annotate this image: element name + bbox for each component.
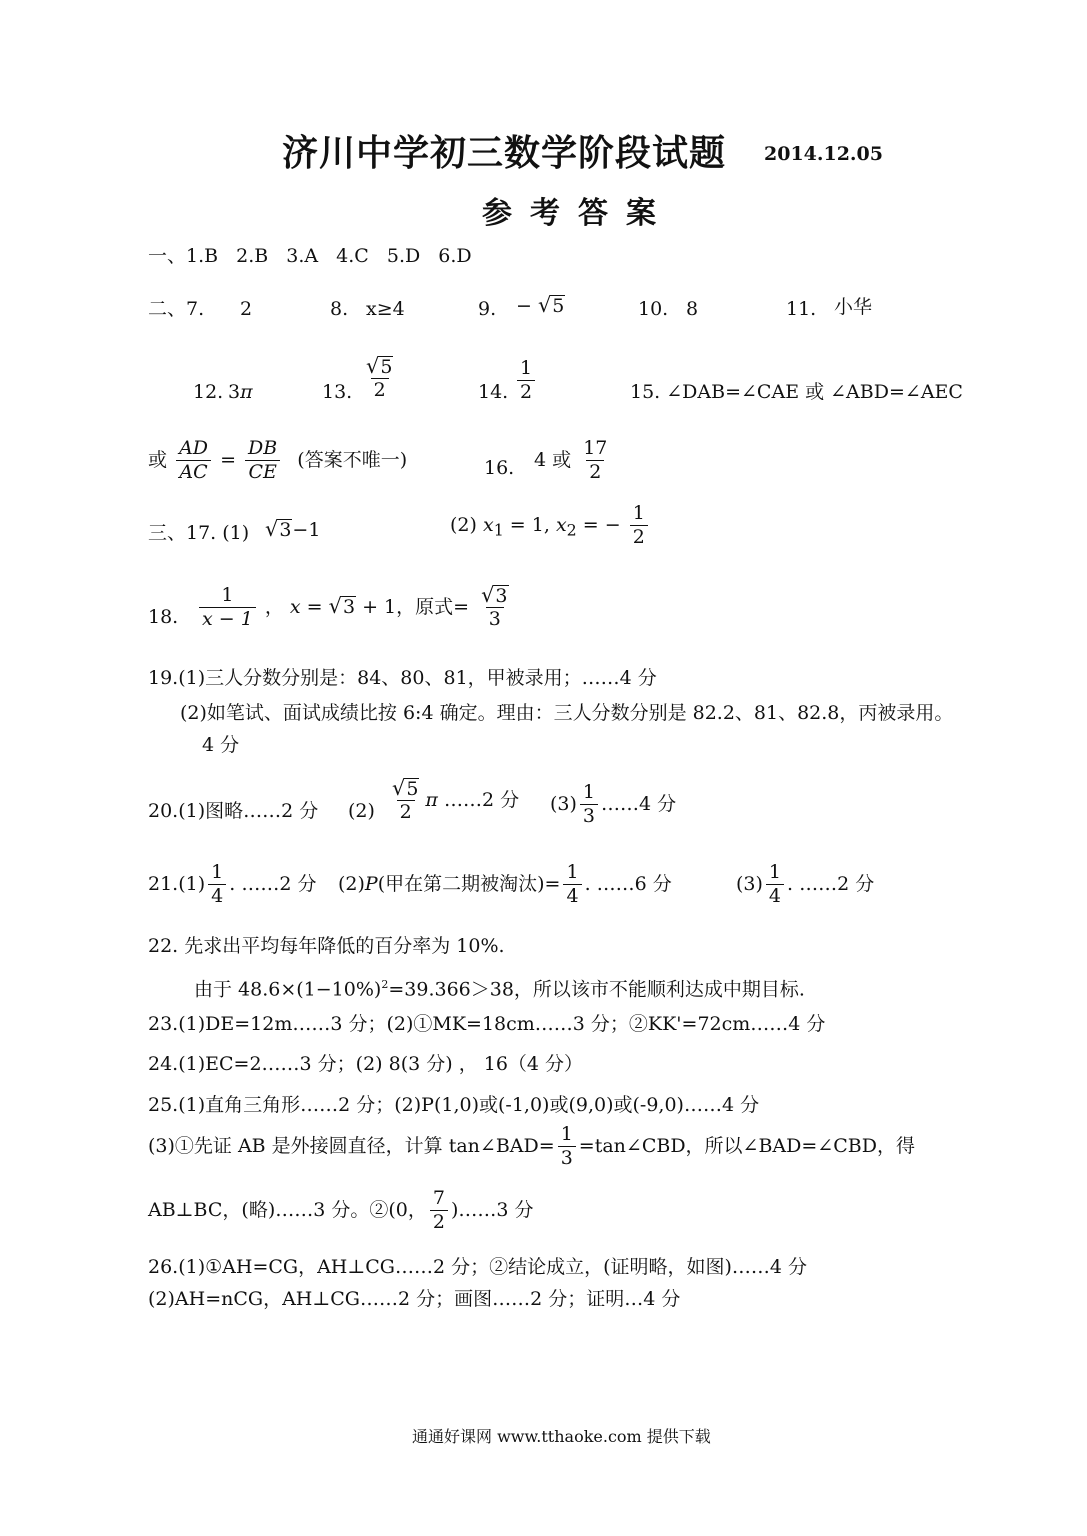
q18-comma: ， [264,595,284,618]
q18-plus: + 1，原式= [356,595,470,618]
q25-line-3a: AB⊥BC，(略)……3 分。②(0， [148,1198,427,1221]
q21-part-2-numerator: 1 [566,861,579,883]
q18-result-numerator [478,585,511,607]
q9-answer [516,293,565,319]
q15-note: (答案不唯一) [297,448,408,471]
sqrt-sign-icon: √ [328,593,342,618]
q21-part-3 [736,862,874,908]
q17-2-fraction [630,503,648,549]
q21-part-1-label: 21.(1) [148,872,206,895]
q21-part-2-denominator: 4 [563,884,581,908]
q25-fraction [558,1124,576,1170]
sec2-prefix: 二、7. [148,298,205,320]
q25-line-3-numerator: 7 [432,1187,445,1209]
sqrt-sign-icon: √ [481,583,495,607]
q12-answer [228,379,253,405]
q15-f1-denominator: AC [176,460,210,484]
q20-part-3-fraction [580,782,598,828]
q20-radicand: 5 [406,778,419,800]
q21-part-3-fraction [766,862,784,908]
q15-f2-denominator: CE [245,460,279,484]
sqrt-sign-icon: √ [265,517,279,541]
q21-part-2-text: (甲在第二期被淘汰)= [377,872,561,895]
sqrt-sign-icon: √ [392,776,406,800]
q22-line-1: 22. 先求出平均每年降低的百分率为 10%. [148,935,505,957]
q20-part-2-tail: ……2 分 [443,788,520,811]
q17-1-radicand: 3 [279,519,292,541]
q21-part-2-label: (2) [338,872,365,895]
q18-answer [196,585,515,631]
q8-answer: x≥4 [366,298,405,320]
q18-fraction [199,585,256,631]
q9-number: 9. [478,298,497,320]
q24-answer: 24.(1)EC=2……3 分；(2) 8(3 分) ， 16（4 分） [148,1053,584,1075]
q15-equals: = [220,448,236,471]
q19-line-1: 19.(1)三人分数分别是：84、80、81，甲被录用；……4 分 [148,667,657,689]
q23-answer: 23.(1)DE=12m……3 分；(2)①MK=18cm……3 分；②KK'=72cm……4 分 [148,1013,826,1035]
q21-part-3-label: (3) [736,872,763,895]
q17-2-sub1: 1 [493,520,504,540]
q13-fraction [363,356,396,402]
q20-part-3-label: (3) [550,792,577,815]
q13-radicand: 5 [380,356,393,378]
q18-number: 18. [148,606,179,628]
q20-pi: π [425,788,438,811]
q25-line-2 [148,1124,915,1170]
sec3-prefix: 三、17. (1) [148,522,250,544]
q25-line-3-fraction [430,1188,448,1234]
q20-denominator: 2 [397,800,415,824]
q21-part-1 [148,862,316,908]
q20-part-2-label: (2) [348,800,375,822]
q21-part-3-numerator: 1 [768,861,782,883]
q15-answer: 15. ∠DAB=∠CAE 或 ∠ABD=∠AEC [630,381,963,403]
q10-number: 10. [638,298,669,320]
q18-result-fraction [478,585,511,631]
q13-number: 13. [322,381,353,403]
q17-2-answer [450,503,651,549]
q15-fraction-1 [176,438,211,484]
exam-date: 2014.12.05 [764,143,883,165]
q15-alt-answer [148,438,407,484]
q22-line-2b: =39.366＞38，所以该市不能顺利达成中期目标. [388,978,805,1001]
q25-numerator: 1 [560,1123,573,1145]
q14-number: 14. [478,381,509,403]
q21-part-2-p: P [364,872,378,895]
q8-number: 8. [330,298,349,320]
q21-part-2 [338,862,672,908]
q17-2-prefix: (2) [450,513,477,536]
page-title: 济川中学初三数学阶段试题 [282,132,727,174]
q17-1-rest: −1 [292,519,321,541]
q14-answer [514,358,538,404]
q16-prefix: 4 或 [534,448,572,471]
q25-line-3-denominator: 2 [430,1210,448,1234]
q9-sqrt [538,295,565,317]
q20-part-3-denominator: 3 [580,804,598,828]
q13-numerator [363,356,396,378]
q18-numerator: 1 [221,584,234,607]
q18-sqrt [328,593,356,618]
q14-fraction [517,358,535,404]
q16-number: 16. [484,457,515,479]
q17-2-denominator: 2 [630,525,648,549]
q26-line-1: 26.(1)①AH=CG，AH⊥CG……2 分；②结论成立，(证明略，如图)……4 分 [148,1256,808,1278]
q12-pi: π [240,381,253,403]
q21-part-3-denominator: 4 [766,884,784,908]
q16-fraction [580,438,610,484]
q22-superscript: 2 [381,978,389,991]
q14-denominator: 2 [517,380,535,404]
q18-result-denominator: 3 [486,607,504,631]
q16-denominator: 2 [586,460,604,484]
q17-2-eq: = − [576,513,621,536]
q21-part-1-denominator: 4 [208,884,226,908]
q25-line-3b: )……3 分 [450,1198,534,1221]
page-subtitle: 参考答案 [482,196,674,231]
q22-line-2a: 由于 48.6×(1−10%) [194,978,382,1001]
q21-part-1-tail: . ……2 分 [229,872,317,895]
q9-radicand: 5 [552,295,565,317]
q20-part-3-numerator: 1 [582,781,596,803]
sqrt-sign-icon: √ [366,354,380,378]
q20-part-3 [550,782,676,828]
q17-2-numerator: 1 [632,502,645,524]
q7-answer: 2 [240,298,253,320]
section-1-answers: 一、1.B 2.B 3.A 4.C 5.D 6.D [148,245,472,267]
q11-answer: 小华 [834,296,873,318]
q21-part-2-fraction [563,862,581,908]
q21-part-1-numerator: 1 [211,861,224,883]
q16-answer [534,438,613,484]
q21-part-1-fraction [208,862,226,908]
q20-part-3-tail: ……4 分 [601,792,677,815]
q15-or: 或 [148,448,168,471]
q25-line-2a: (3)①先证 AB 是外接圆直径，计算 tan∠BAD= [148,1134,555,1157]
q19-line-3: 4 分 [202,734,240,756]
q20-part-2 [386,778,519,824]
q12-value: 3 [228,381,241,403]
q17-2-mid: = 1, [503,513,556,536]
q26-line-2: (2)AH=nCG，AH⊥CG……2 分；画图……2 分；证明…4 分 [148,1288,681,1310]
q15-fraction-2 [245,438,280,484]
q18-radicand: 3 [342,595,356,618]
q21-part-3-tail: . ……2 分 [787,872,875,895]
q16-numerator: 17 [583,437,608,459]
q25-line-3 [148,1188,534,1234]
q15-f1-numerator: AD [179,437,209,459]
q25-line-2b: =tan∠CBD，所以∠BAD=∠CBD，得 [578,1134,915,1157]
q18-denominator: x − 1 [199,607,256,631]
q19-line-2: (2)如笔试、面试成绩比按 6:4 确定。理由：三人分数分别是 82.2、81、82.8，丙被录用。 [180,702,954,724]
q11-number: 11. [786,298,817,320]
q22-line-2 [194,972,805,1002]
q15-f2-numerator: DB [248,437,278,459]
q20-fraction [389,778,422,824]
q12-number: 12. [193,381,224,403]
q25-denominator: 3 [558,1146,576,1170]
q14-numerator: 1 [520,357,533,379]
q21-part-2-tail: . ……6 分 [584,872,672,895]
q17-1-sqrt [265,519,292,541]
q9-minus: − [516,295,532,317]
q13-denominator: 2 [371,378,389,402]
q10-answer: 8 [686,298,699,320]
page-footer: 通通好课网 www.tthaoke.com 提供下载 [412,1427,711,1446]
q20-part-1: 20.(1)图略……2 分 [148,800,319,822]
q20-numerator [389,778,422,800]
q13-answer [360,356,399,402]
q25-line-1: 25.(1)直角三角形……2 分；(2)P(1,0)或(-1,0)或(9,0)或(-9,0)……4 分 [148,1094,760,1116]
q17-2-sub2: 2 [566,520,577,540]
q17-1-answer [265,517,320,543]
q17-2-x2: x [555,513,567,536]
q18-result-radicand: 3 [495,585,508,607]
q18-x-eq: x = [289,595,329,618]
sqrt-sign-icon: √ [537,293,552,317]
q17-2-x1: x [482,513,494,536]
